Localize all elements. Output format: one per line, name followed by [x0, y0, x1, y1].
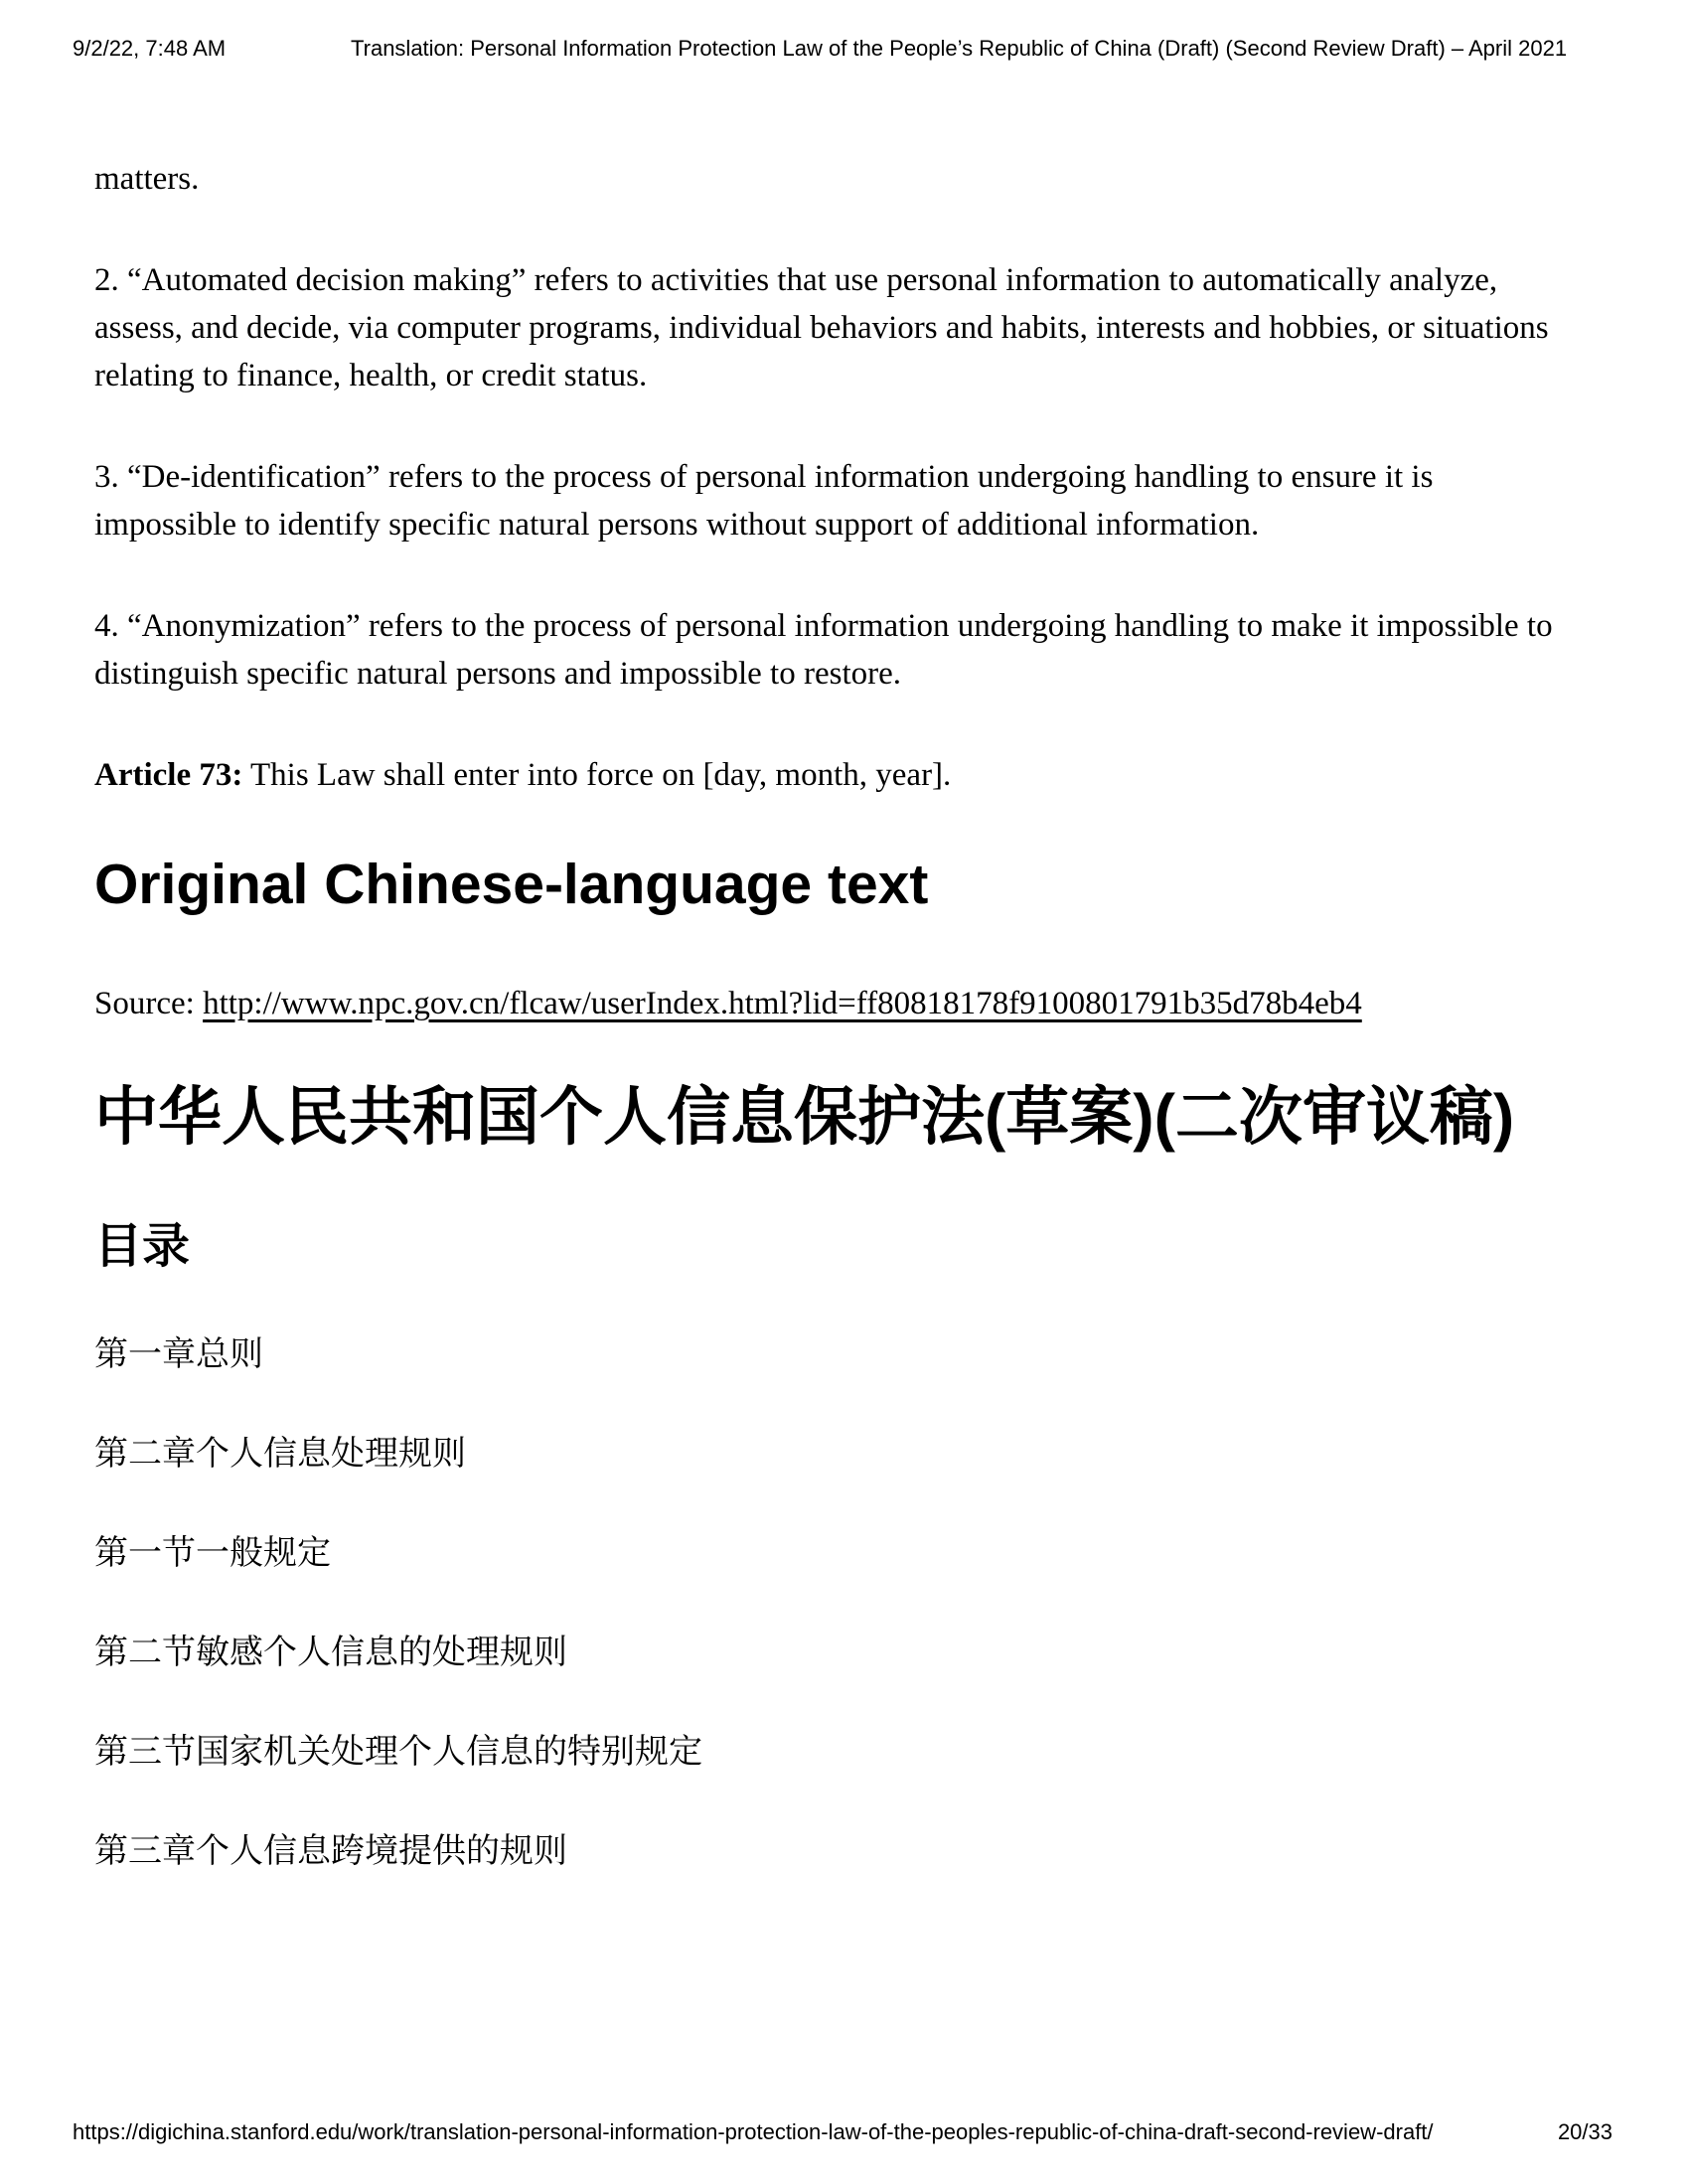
toc-item-section-1: 第一节一般规定 [94, 1534, 331, 1572]
paragraph-de-identification: 3. “De-identification” refers to the process of personal information undergoing handling to ensure it is impossible to identify specific natural persons without support of additional information. [94, 459, 1434, 543]
source-line [94, 980, 1555, 1027]
footer-url: https://digichina.stanford.edu/work/translation-personal-information-protection-law-of-the-peoples-republic-of-china-draft-second-review-draft/ [73, 2119, 1434, 2144]
paragraph-anonymization: 4. “Anonymization” refers to the process of personal information undergoing handling to make it impossible to distinguish specific natural persons and impossible to restore. [94, 608, 1553, 692]
footer-page-indicator: 20/33 [1557, 2119, 1612, 2144]
article-73-text: This Law shall enter into force on [day, month, year]. [242, 757, 952, 793]
paragraph-article-73 [94, 751, 1555, 799]
print-footer [73, 2119, 1612, 2145]
paragraph-matters: matters. [94, 161, 200, 197]
toc-heading: 目录 [94, 1220, 191, 1273]
print-header-title: Translation: Personal Information Protection Law of the People’s Republic of China (Draft) (Second Review Draft) – April 2021 [351, 36, 1568, 61]
paragraph-automated-decision-making: 2. “Automated decision making” refers to activities that use personal information to automatically analyze, assess, and decide, via computer programs, individual behaviors and habits, interests and hobbies, or situations relating to finance, health, or credit status. [94, 262, 1549, 393]
article-73-label: Article 73: [94, 757, 243, 793]
chinese-law-title: 中华人民共和国个人信息保护法(草案)(二次审议稿) [94, 1081, 1515, 1153]
print-datetime: 9/2/22, 7:48 AM [73, 36, 227, 61]
toc-item-chapter-1: 第一章总则 [94, 1335, 263, 1373]
toc-item-section-2: 第二节敏感个人信息的处理规则 [94, 1634, 567, 1671]
section-heading-original-chinese-text: Original Chinese-language text [94, 853, 929, 916]
source-link[interactable]: http://www.npc.gov.cn/flcaw/userIndex.html?lid=ff80818178f9100801791b35d78b4eb4 [203, 986, 1362, 1021]
toc-item-chapter-3: 第三章个人信息跨境提供的规则 [94, 1832, 567, 1870]
document-body [94, 0, 1555, 1927]
source-label: Source: [94, 986, 204, 1021]
toc-item-chapter-2: 第二章个人信息处理规则 [94, 1435, 466, 1473]
toc-item-section-3: 第三节国家机关处理个人信息的特别规定 [94, 1733, 702, 1771]
